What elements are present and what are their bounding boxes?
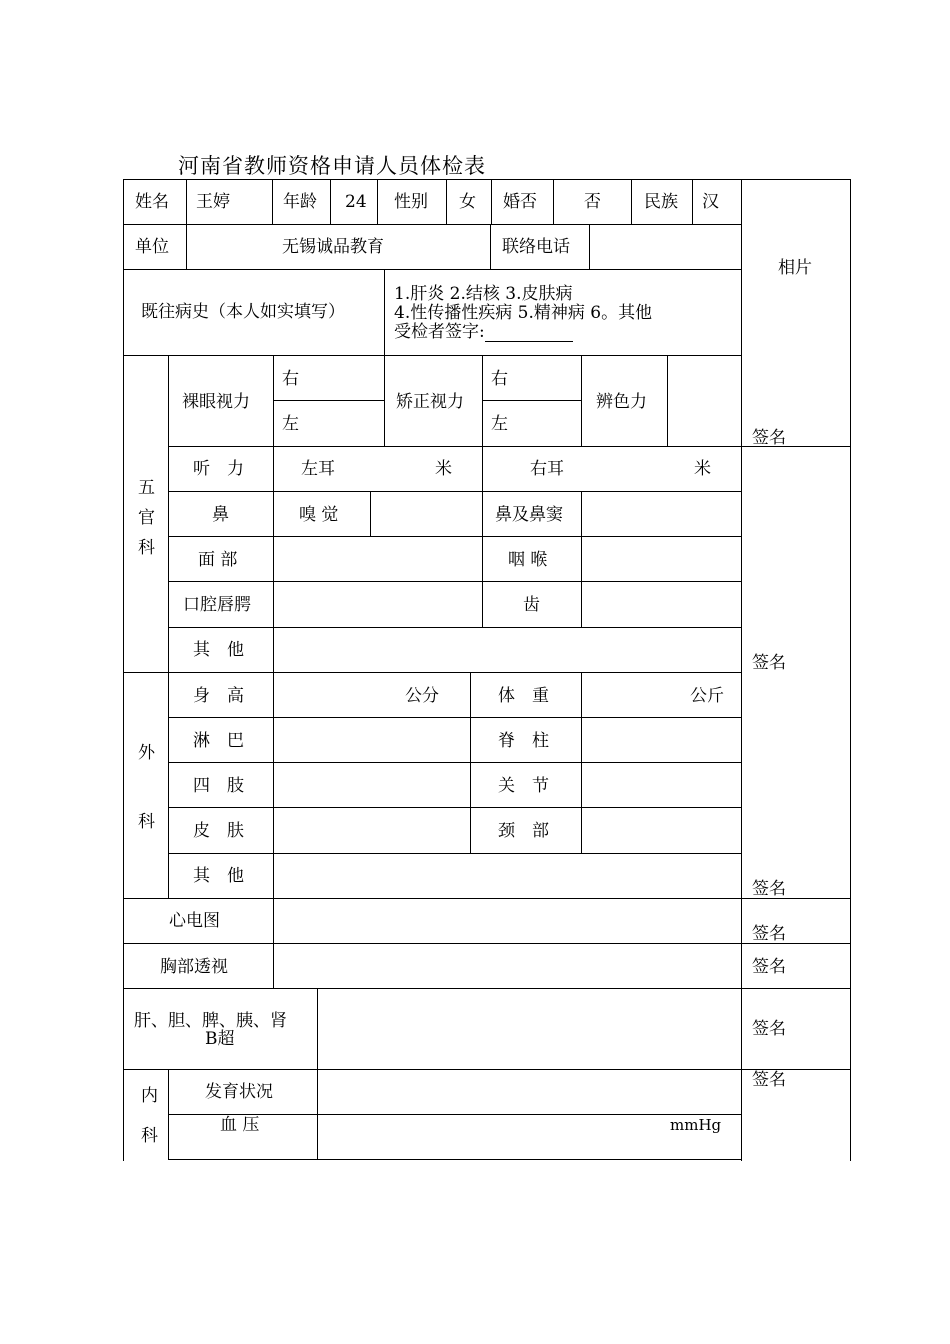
bscan-label-line1: 肝、胆、脾、胰、肾: [134, 1011, 287, 1031]
col-line: [581, 672, 582, 854]
signature-label: 签名: [752, 653, 786, 673]
page-title: 河南省教师资格申请人员体检表: [178, 154, 486, 178]
skin-label: 皮 肤: [193, 821, 244, 841]
hearing-label: 听 力: [193, 459, 244, 479]
col-line: [589, 224, 590, 270]
col-line: [491, 179, 492, 225]
age-value[interactable]: 24: [345, 192, 367, 212]
signature-label: 签名: [752, 924, 786, 944]
col-line: [384, 269, 385, 356]
col-line: [482, 355, 483, 492]
signature-label: 签名: [752, 1070, 786, 1090]
nose-label: 鼻: [212, 505, 229, 525]
signature-label: 签名: [752, 428, 786, 448]
col-line: [317, 988, 318, 1070]
col-line: [470, 672, 471, 854]
surgery-label-1: 外: [138, 743, 155, 763]
chest-label: 胸部透视: [160, 957, 228, 977]
history-line2: 4.性传播性疾病 5.精神病 6。其他: [394, 303, 653, 323]
weight-label: 体 重: [498, 686, 549, 706]
color-vision-label: 辨色力: [596, 392, 647, 412]
signature-column-divider: [741, 179, 742, 1161]
col-line: [482, 491, 483, 628]
row-line: [273, 400, 384, 401]
row-line: [123, 179, 851, 180]
row-line: [168, 627, 742, 628]
row-line: [123, 898, 851, 899]
throat-label: 咽 喉: [508, 550, 548, 570]
table-border-left: [123, 179, 124, 1161]
surgery-other-label: 其 他: [193, 866, 244, 886]
col-line: [631, 179, 632, 225]
naked-vision-label: 裸眼视力: [182, 392, 250, 412]
row-line: [123, 1069, 851, 1070]
ecg-label: 心电图: [169, 911, 220, 931]
col-line: [168, 355, 169, 673]
phone-label: 联络电话: [502, 237, 570, 257]
unit-label: 单位: [135, 237, 169, 257]
col-line: [317, 1069, 318, 1160]
kg-label: 公斤: [690, 686, 724, 706]
height-label: 身 高: [193, 686, 244, 706]
corrected-vision-label: 矫正视力: [396, 392, 464, 412]
blood-pressure-label: 血 压: [220, 1115, 260, 1135]
mouth-label: 口腔唇腭: [183, 595, 251, 615]
ent-other-label: 其 他: [193, 640, 244, 660]
col-line: [377, 179, 378, 225]
left-meter-label: 米: [435, 459, 452, 479]
limbs-label: 四 肢: [193, 776, 244, 796]
history-label: 既往病史（本人如实填写）: [141, 302, 345, 322]
col-line: [330, 179, 331, 225]
col-line: [273, 898, 274, 989]
marital-value[interactable]: 否: [584, 192, 601, 212]
row-line: [168, 807, 742, 808]
col-line: [384, 355, 385, 447]
row-line: [123, 988, 851, 989]
row-line: [168, 762, 742, 763]
row-line: [168, 536, 742, 537]
lymph-label: 淋 巴: [193, 731, 244, 751]
col-line: [581, 491, 582, 628]
left-ear-label: 左耳: [301, 459, 335, 479]
col-line: [186, 224, 187, 270]
col-line: [667, 355, 668, 447]
col-line: [168, 672, 169, 899]
development-label: 发育状况: [205, 1082, 273, 1102]
col-line: [273, 672, 274, 899]
sinus-label: 鼻及鼻窦: [495, 505, 563, 525]
name-label: 姓名: [135, 192, 169, 212]
row-line: [168, 853, 742, 854]
joints-label: 关 节: [498, 776, 549, 796]
row-line: [168, 1159, 742, 1160]
spine-label: 脊 柱: [498, 731, 549, 751]
right-ear-label: 右耳: [530, 459, 564, 479]
name-value[interactable]: 王婷: [196, 192, 230, 212]
right-meter-label: 米: [694, 459, 711, 479]
teeth-label: 齿: [523, 595, 540, 615]
gender-value[interactable]: 女: [459, 192, 476, 212]
history-line1: 1.肝炎 2.结核 3.皮肤病: [394, 284, 573, 304]
smell-label: 嗅 觉: [299, 505, 339, 525]
col-line: [272, 179, 273, 225]
signature-label: 签名: [752, 879, 786, 899]
col-line: [370, 491, 371, 537]
signature-label: 签名: [752, 957, 786, 977]
corrected-right-label: 右: [491, 369, 508, 389]
naked-right-label: 右: [282, 369, 299, 389]
ent-label-1: 五: [138, 478, 155, 498]
age-label: 年龄: [283, 192, 317, 212]
ethnic-value[interactable]: 汉: [702, 192, 719, 212]
ent-label-3: 科: [138, 538, 155, 558]
internal-label-1: 内: [141, 1086, 158, 1106]
history-line3: 受检者签字:: [394, 322, 485, 342]
examinee-signature-field[interactable]: [485, 326, 573, 342]
col-line: [490, 224, 491, 270]
unit-value[interactable]: 无锡诚品教育: [282, 237, 384, 257]
col-line: [273, 355, 274, 673]
row-line: [123, 269, 742, 270]
marital-label: 婚否: [503, 192, 537, 212]
row-line: [123, 224, 742, 225]
row-line: [168, 717, 742, 718]
internal-label-2: 科: [141, 1126, 158, 1146]
col-line: [446, 179, 447, 225]
row-line: [482, 400, 581, 401]
col-line: [692, 179, 693, 225]
row-line: [168, 491, 742, 492]
ent-label-2: 官: [138, 508, 155, 528]
history-signature-row: [394, 322, 573, 342]
row-line: [168, 581, 742, 582]
col-line: [581, 355, 582, 447]
col-line: [186, 179, 187, 225]
face-label: 面 部: [198, 550, 238, 570]
neck-label: 颈 部: [498, 821, 549, 841]
ethnic-label: 民族: [644, 192, 678, 212]
signature-label: 签名: [752, 1019, 786, 1039]
cm-label: 公分: [405, 686, 439, 706]
mmhg-unit: mmHg: [670, 1116, 722, 1134]
col-line: [168, 1069, 169, 1160]
naked-left-label: 左: [282, 414, 299, 434]
surgery-label-2: 科: [138, 812, 155, 832]
row-line: [168, 446, 851, 447]
corrected-left-label: 左: [491, 414, 508, 434]
photo-label: 相片: [778, 258, 812, 278]
row-line: [123, 355, 742, 356]
row-line: [123, 943, 851, 944]
bscan-label-line2: B超: [205, 1029, 235, 1049]
col-line: [553, 179, 554, 225]
row-line: [123, 672, 742, 673]
gender-label: 性别: [394, 192, 428, 212]
table-border-right: [850, 179, 851, 1161]
